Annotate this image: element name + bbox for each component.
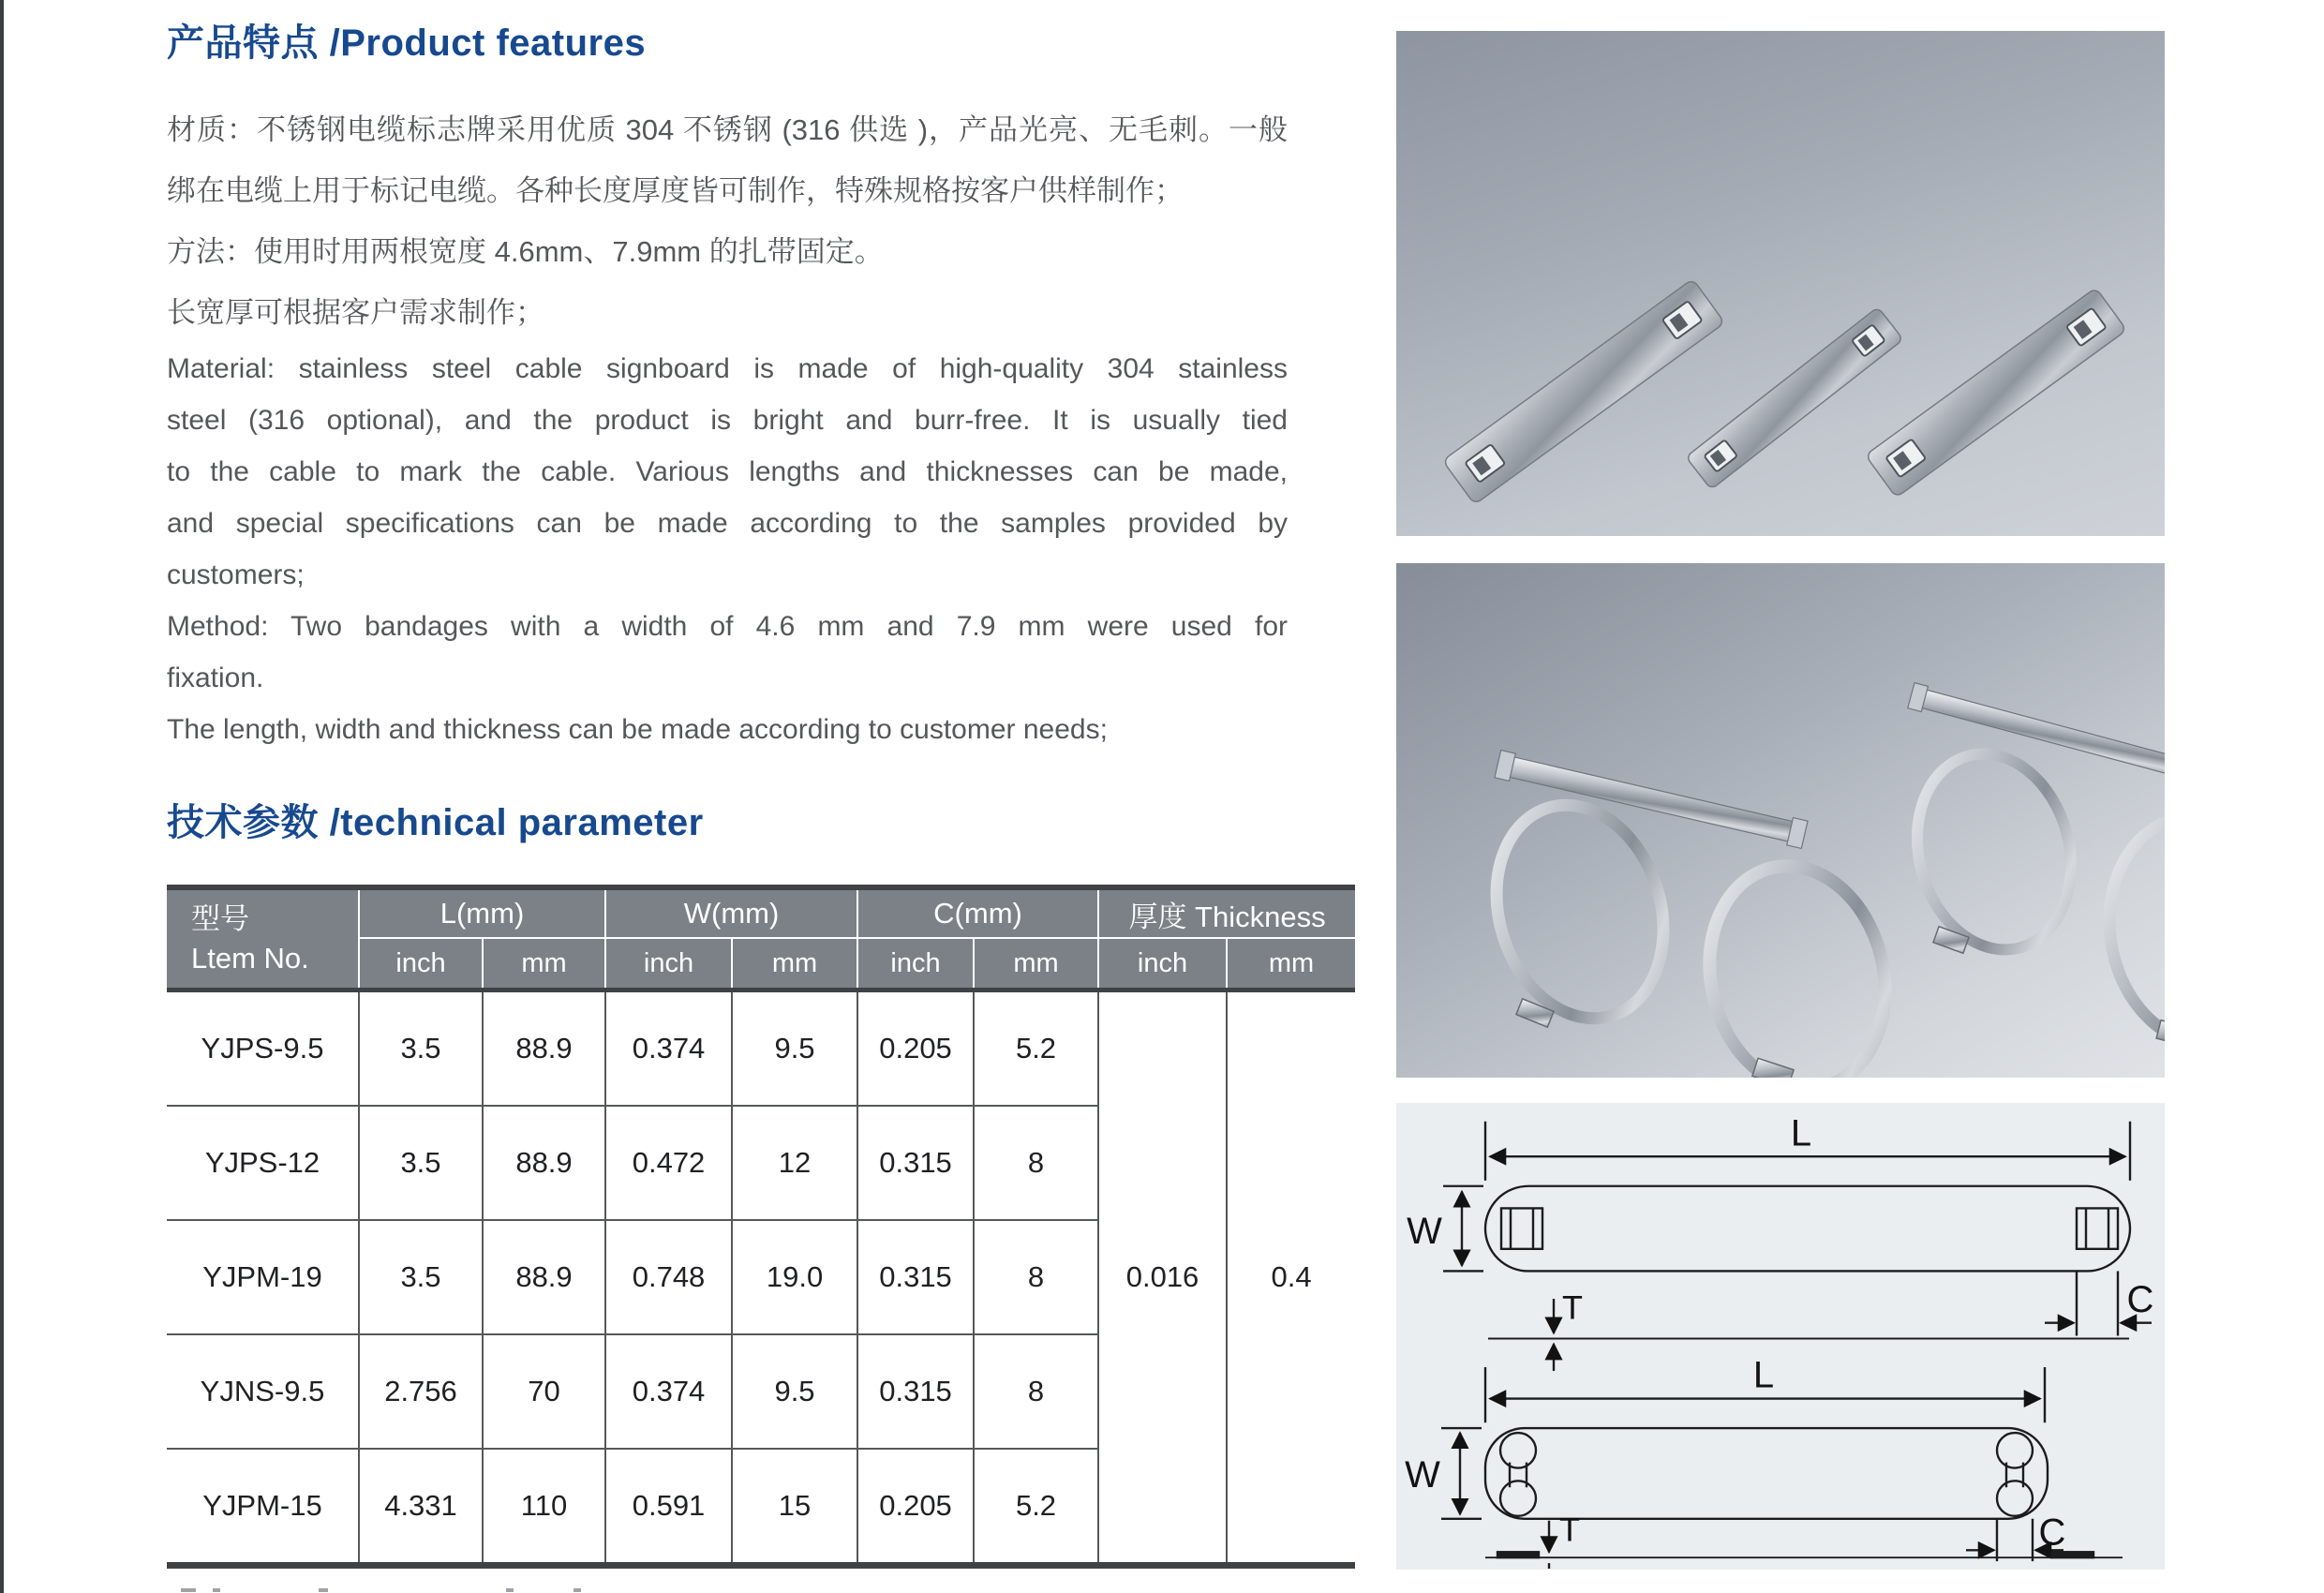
section-title-technical-parameter: 技术参数 /technical parameter <box>167 802 704 843</box>
cell-model: YJPS-12 <box>167 1106 359 1220</box>
cell-model: YJNS-9.5 <box>167 1334 359 1449</box>
subheader-t-inch: inch <box>1098 938 1227 990</box>
cell-w-mm: 15 <box>732 1449 857 1566</box>
cell-c-inch: 0.315 <box>857 1220 974 1334</box>
subheader-l-inch: inch <box>359 938 483 990</box>
features-line-en-4: and special specifications can be made according to the samples provided by <box>167 508 1288 539</box>
cell-w-inch: 0.591 <box>605 1449 732 1566</box>
dimension-diagram-panel <box>1396 1103 2165 1570</box>
header-group-thickness: 厚度 Thickness <box>1098 887 1355 938</box>
cell-w-inch: 0.374 <box>605 1334 732 1449</box>
banded-assembly-right <box>1896 683 2165 1059</box>
cell-w-inch: 0.748 <box>605 1220 732 1334</box>
cutoff-mark <box>181 1588 196 1592</box>
subheader-w-inch: inch <box>605 938 732 990</box>
cell-c-mm: 8 <box>974 1106 1098 1220</box>
features-line-en-2: steel (316 optional), and the product is bright and burr-free. It is usually tied <box>167 405 1288 436</box>
cell-model: YJPS-9.5 <box>167 990 359 1107</box>
cutoff-mark <box>506 1588 514 1592</box>
product-photo-banded-markers <box>1396 563 2165 1078</box>
features-text-block <box>167 99 1288 755</box>
cell-w-mm: 12 <box>732 1106 857 1220</box>
cutoff-mark <box>319 1588 328 1592</box>
steel-plate-medium <box>1866 288 2127 498</box>
label-thickness-bottom: T <box>1559 1511 1580 1549</box>
technical-parameter-table <box>167 885 1355 1569</box>
features-line-cn-3: 方法：使用时用两根宽度 4.6mm、7.9mm 的扎带固定。 <box>167 235 884 268</box>
features-line-cn-2: 绑在电缆上用于标记电缆。各种长度厚度皆可制作，特殊规格按客户供样制作； <box>167 174 1184 207</box>
features-line-cn-4: 长宽厚可根据客户需求制作； <box>167 296 544 329</box>
subheader-w-mm: mm <box>732 938 857 990</box>
header-model <box>167 887 359 990</box>
header-group-W: W(mm) <box>605 887 857 938</box>
cell-l-inch: 3.5 <box>359 1106 483 1220</box>
steel-plate-large <box>1442 279 1724 505</box>
cell-c-mm: 8 <box>974 1334 1098 1449</box>
page-bottom-cutoff-marks <box>0 1588 2324 1593</box>
cell-w-mm: 19.0 <box>732 1220 857 1334</box>
label-width-top: W <box>1407 1211 1442 1252</box>
table-row <box>167 990 1355 1107</box>
header-group-C: C(mm) <box>857 887 1098 938</box>
subheader-c-inch: inch <box>857 938 974 990</box>
cell-l-mm: 110 <box>483 1449 605 1566</box>
cell-l-mm: 88.9 <box>483 990 605 1107</box>
cell-l-mm: 70 <box>483 1334 605 1449</box>
banded-assembly-left <box>1471 751 1907 1078</box>
cell-c-inch: 0.315 <box>857 1334 974 1449</box>
features-line-cn-1: 材质：不锈钢电缆标志牌采用优质 304 不锈钢 (316 供选 )，产品光亮、无毛刺。一般 <box>167 113 1288 146</box>
header-model-en: Ltem No. <box>191 942 309 975</box>
cell-l-inch: 2.756 <box>359 1334 483 1449</box>
cell-thickness-mm: 0.4 <box>1227 990 1355 1566</box>
features-line-en-3: to the cable to mark the cable. Various lengths and thicknesses can be made, <box>167 456 1288 487</box>
label-clearance-top: C <box>2126 1279 2154 1320</box>
cell-l-inch: 3.5 <box>359 990 483 1107</box>
cell-c-mm: 8 <box>974 1220 1098 1334</box>
diagram-slotted-plate <box>1443 1122 2152 1371</box>
label-length-top: L <box>1790 1112 1812 1154</box>
label-length-bottom: L <box>1752 1354 1775 1396</box>
banded-markers-illustration <box>1396 563 2165 1078</box>
cell-w-inch: 0.374 <box>605 990 732 1107</box>
marker-plates-illustration <box>1396 31 2165 536</box>
cell-l-inch: 3.5 <box>359 1220 483 1334</box>
cell-w-inch: 0.472 <box>605 1106 732 1220</box>
label-width-bottom: W <box>1405 1454 1440 1496</box>
label-clearance-bottom: C <box>2038 1511 2066 1554</box>
subheader-l-mm: mm <box>483 938 605 990</box>
cutoff-mark <box>574 1588 581 1592</box>
cell-l-mm: 88.9 <box>483 1106 605 1220</box>
product-photo-marker-plates <box>1396 31 2165 536</box>
header-model-cn: 型号 <box>191 902 249 936</box>
cell-l-inch: 4.331 <box>359 1449 483 1566</box>
features-line-en-8: The length, width and thickness can be made according to customer needs; <box>167 714 1108 745</box>
cell-model: YJPM-19 <box>167 1220 359 1334</box>
cell-c-inch: 0.205 <box>857 990 974 1107</box>
subheader-t-mm: mm <box>1227 938 1355 990</box>
cell-c-inch: 0.315 <box>857 1106 974 1220</box>
features-line-en-6: Method: Two bandages with a width of 4.6 mm and 7.9 mm were used for <box>167 611 1288 642</box>
subheader-c-mm: mm <box>974 938 1098 990</box>
cell-c-inch: 0.205 <box>857 1449 974 1566</box>
page-left-edge-line <box>0 0 4 1593</box>
cutoff-mark <box>213 1588 220 1592</box>
cell-model: YJPM-15 <box>167 1449 359 1566</box>
features-line-en-7: fixation. <box>167 663 264 693</box>
header-group-L: L(mm) <box>359 887 605 938</box>
section-title-product-features: 产品特点 /Product features <box>167 22 647 64</box>
cell-w-mm: 9.5 <box>732 1334 857 1449</box>
features-line-en-5: customers; <box>167 559 305 590</box>
cell-thickness-inch: 0.016 <box>1098 990 1227 1566</box>
cell-l-mm: 88.9 <box>483 1220 605 1334</box>
label-thickness-top: T <box>1562 1288 1583 1327</box>
dimension-diagram <box>1396 1103 2165 1570</box>
cell-c-mm: 5.2 <box>974 990 1098 1107</box>
cell-w-mm: 9.5 <box>732 990 857 1107</box>
cell-c-mm: 5.2 <box>974 1449 1098 1566</box>
diagram-holed-plate <box>1441 1367 2123 1569</box>
features-line-en-1: Material: stainless steel cable signboard is made of high-quality 304 stainless <box>167 353 1288 384</box>
